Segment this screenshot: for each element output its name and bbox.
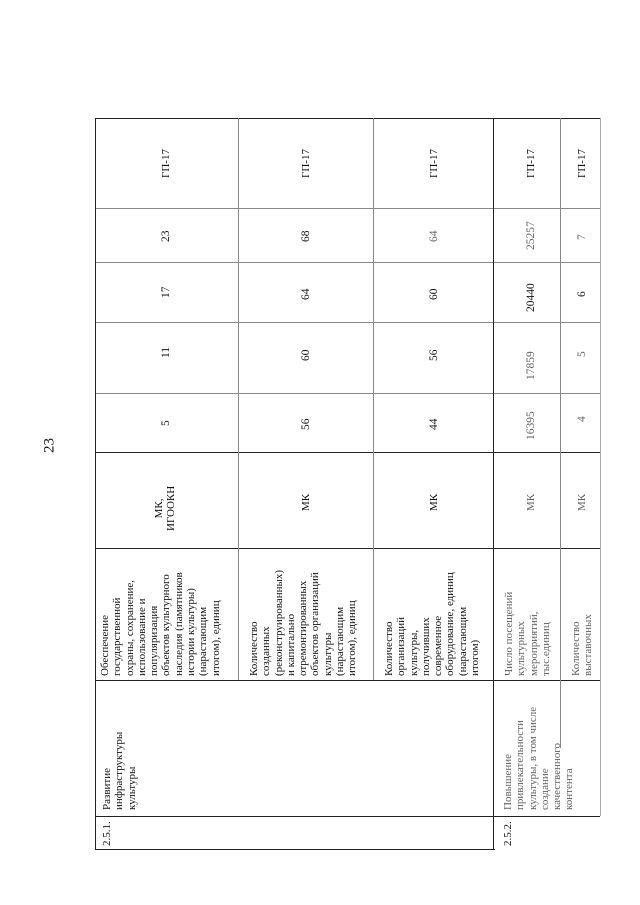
table-rule: [95, 118, 96, 849]
table-rule: [95, 118, 600, 119]
indicator-name: Количество созданных (реконструированных) и капитально отремонтированных объектов организаций культуры (нарастающим итогом), единиц: [248, 569, 359, 676]
value-cell: 16395: [525, 411, 537, 440]
section-number: 2.5.2.: [502, 821, 514, 846]
table-rule: [95, 393, 600, 394]
indicator-name: Обеспечение государственной охраны, сохранение, использование и популяризация объектов культурного наследия (памятников истории культуры) (нарастающим итогом), единиц: [99, 572, 222, 676]
table-rule: [373, 118, 374, 680]
value-cell: 17859: [525, 351, 537, 380]
program-code: ГП-17: [300, 149, 312, 178]
indicator-name: Число посещений культурных мероприятий, тыс.единиц: [503, 591, 552, 676]
value-cell: 64: [428, 230, 440, 242]
table-rule: [493, 118, 494, 849]
program-code: ГП-17: [428, 149, 440, 178]
program-code: ГП-17: [525, 149, 537, 178]
value-cell: 5: [576, 351, 588, 357]
value-cell: 60: [428, 288, 440, 300]
value-cell: 64: [300, 288, 312, 300]
executor: МК: [525, 493, 537, 511]
indicator-name: Количество выставочных: [570, 614, 595, 676]
value-cell: 44: [428, 418, 440, 430]
value-cell: 7: [576, 234, 588, 240]
task-name: Повышение привлекательности культуры, в том числе создание качественного контента: [502, 706, 576, 810]
page-number: 23: [41, 438, 58, 453]
table-rule: [95, 816, 600, 817]
table-rule: [238, 118, 239, 680]
table-rule: [95, 680, 600, 681]
program-code: ГП-17: [576, 149, 588, 178]
table-rule: [95, 322, 600, 323]
value-cell: 25257: [525, 221, 537, 250]
value-cell: 17: [160, 286, 172, 298]
section-number: 2.5.1.: [101, 821, 113, 846]
table-rule: [560, 118, 561, 748]
executor: МК: [300, 493, 312, 511]
executor: МК: [576, 493, 588, 511]
table-rule: [95, 452, 600, 453]
table-rule: [95, 208, 600, 209]
value-cell: 5: [160, 420, 172, 426]
value-cell: 56: [428, 349, 440, 361]
table-rule: [95, 262, 600, 263]
value-cell: 11: [160, 346, 172, 358]
value-cell: 6: [576, 291, 588, 297]
task-name: Развитие инфраструктуры культуры: [101, 731, 138, 810]
value-cell: 20440: [525, 283, 537, 312]
value-cell: 60: [300, 349, 312, 361]
value-cell: 68: [300, 230, 312, 242]
indicator-name: Количество организаций культуры, получивших современное оборудование, единиц (нарастающим итогом): [383, 572, 482, 676]
executor: МК: [428, 493, 440, 511]
value-cell: 56: [300, 418, 312, 430]
value-cell: 4: [576, 416, 588, 422]
table-rule: [95, 548, 600, 549]
table-rule: [95, 849, 495, 850]
program-code: ГП-17: [160, 149, 172, 178]
table-rule: [600, 118, 601, 816]
value-cell: 23: [160, 230, 172, 242]
executor: МК, ИГООКН: [153, 485, 178, 531]
